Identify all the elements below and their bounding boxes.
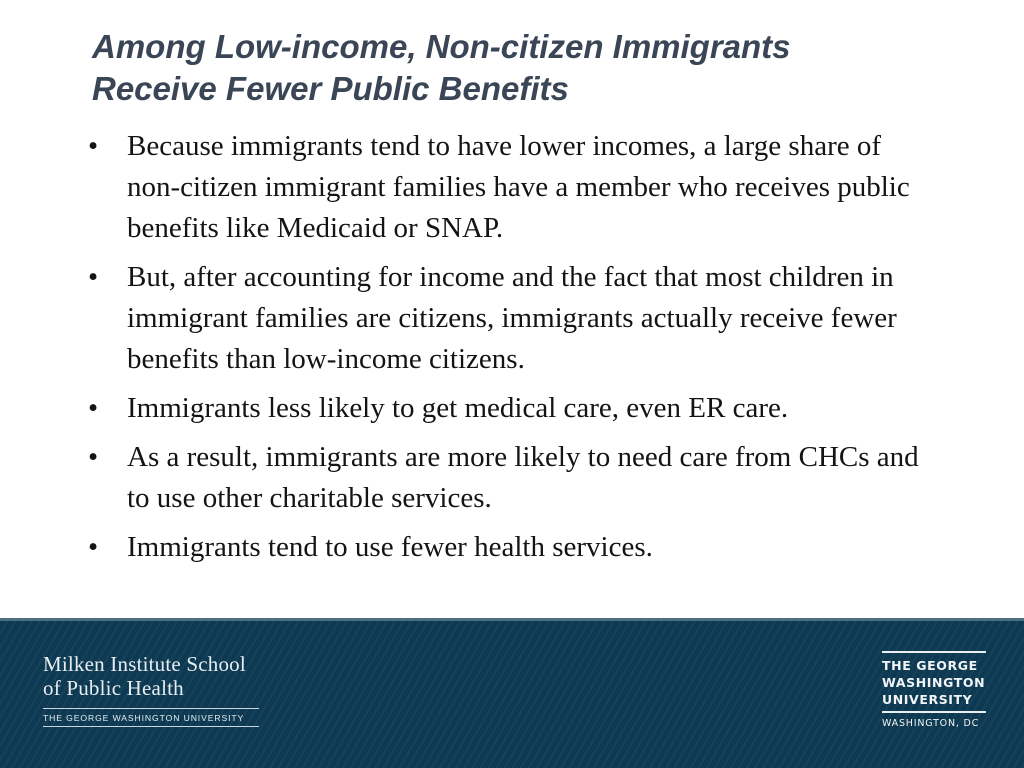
milken-logo-line-1: Milken Institute School xyxy=(43,652,246,676)
bullet-text: Immigrants tend to use fewer health services. xyxy=(127,531,653,563)
bullet-item xyxy=(86,437,926,519)
gwu-logo-city: WASHINGTON, DC xyxy=(882,718,980,729)
milken-logo-line-2: of Public Health xyxy=(43,676,184,700)
gwu-logo-bottom-rule xyxy=(882,711,986,713)
bullet-text: As a result, immigrants are more likely to need care from CHCs and to use other charitable services. xyxy=(127,441,919,514)
bullet-icon: • xyxy=(88,531,99,563)
bullet-item xyxy=(86,126,926,249)
gwu-logo-line-1: THE GEORGE xyxy=(882,658,978,673)
bullet-item xyxy=(86,527,926,568)
bullet-text: But, after accounting for income and the fact that most children in immigrant families are citizens, immigrants actually receive fewer benefits than low-income citizens. xyxy=(127,261,897,375)
gwu-logo-name xyxy=(882,653,992,711)
milken-school-logo xyxy=(43,652,283,727)
slide-title xyxy=(92,26,992,110)
gwu-logo-line-2: WASHINGTON xyxy=(882,675,986,690)
milken-logo-subline: THE GEORGE WASHINGTON UNIVERSITY xyxy=(43,708,259,727)
bullet-list xyxy=(86,126,926,576)
slide-title-line-1: Among Low-income, Non-citizen Immigrants xyxy=(92,28,791,65)
footer-banner xyxy=(0,618,1024,768)
bullet-item xyxy=(86,388,926,429)
bullet-icon: • xyxy=(88,130,99,162)
bullet-text: Because immigrants tend to have lower incomes, a large share of non-citizen immigrant families have a member who receives public benefits like Medicaid or SNAP. xyxy=(127,130,910,244)
bullet-item xyxy=(86,257,926,380)
bullet-icon: • xyxy=(88,392,99,424)
gwu-logo-line-3: UNIVERSITY xyxy=(882,692,973,707)
footer-divider xyxy=(0,618,1024,621)
slide-title-line-2: Receive Fewer Public Benefits xyxy=(92,70,569,107)
bullet-icon: • xyxy=(88,441,99,473)
gwu-logo xyxy=(882,651,992,729)
bullet-text: Immigrants less likely to get medical care, even ER care. xyxy=(127,392,789,424)
bullet-icon: • xyxy=(88,261,99,293)
